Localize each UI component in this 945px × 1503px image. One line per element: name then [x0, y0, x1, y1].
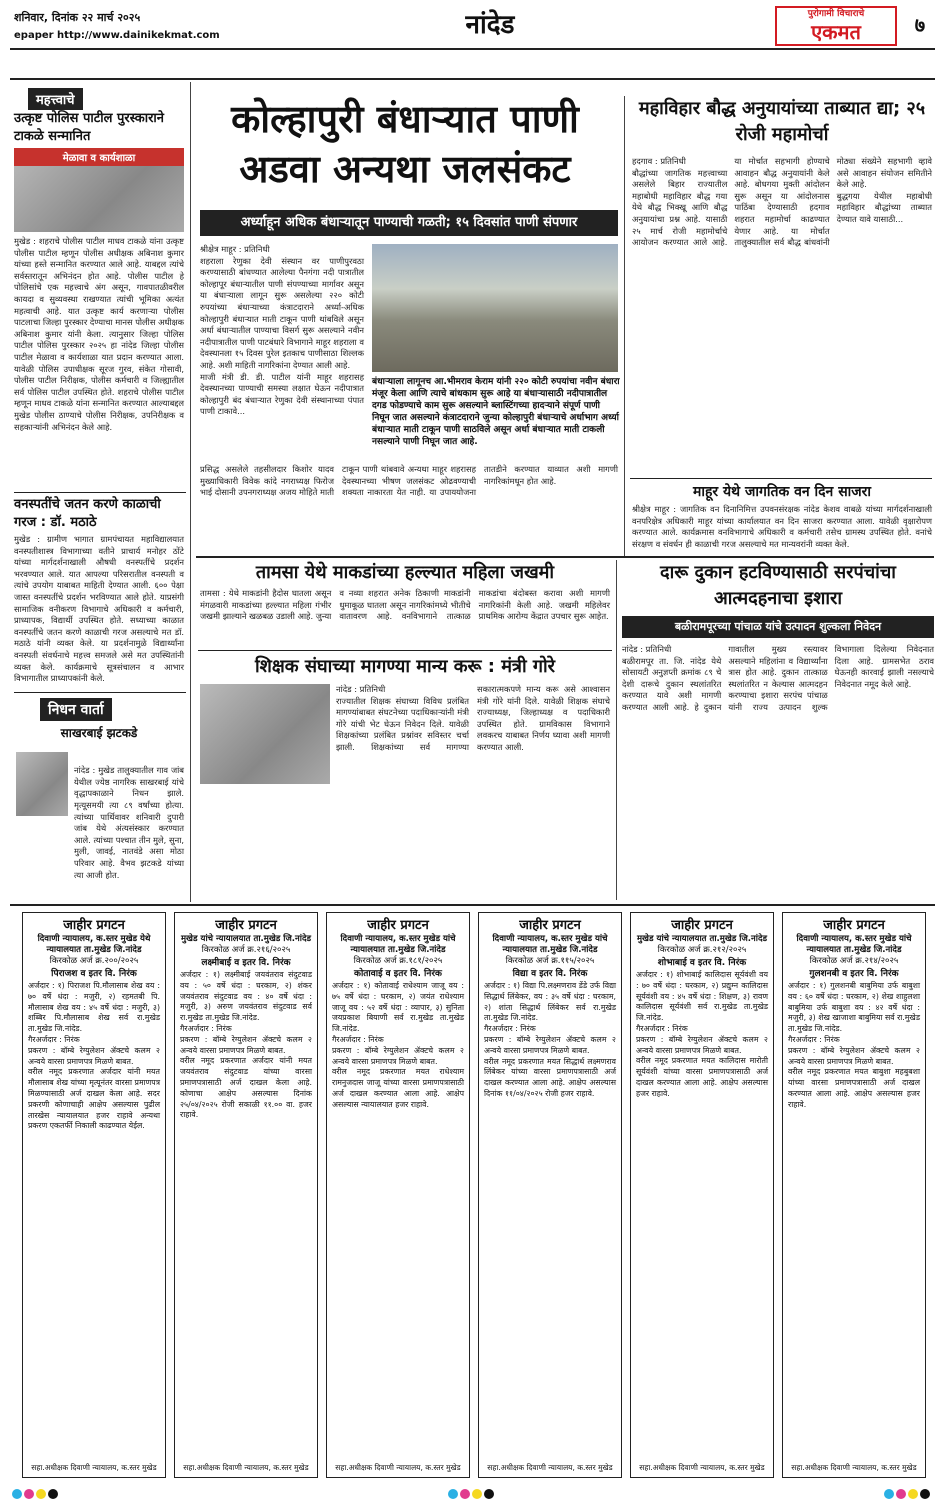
notice-title: जाहीर प्रगटन — [367, 918, 429, 933]
divider — [198, 650, 612, 651]
registration-mark-mid — [448, 1484, 496, 1496]
brand-tagline: पुरोगामी विचाराचे — [807, 9, 865, 19]
story1-photo — [14, 148, 184, 232]
notice-petitioner: लक्ष्मीबाई व इतर वि. निरंक — [201, 958, 291, 968]
page-number: ७ — [914, 13, 926, 37]
story-mahur-headline: माहूर येथे जागतिक वन दिन साजरा — [692, 484, 872, 500]
notice-case-number: किरकोळ अर्ज क्र.२१२/२०२५ — [657, 945, 747, 955]
notice-case-number: किरकोळ अर्ज क्र.२१४/२०२५ — [809, 956, 899, 966]
epaper-link[interactable]: epaper http://www.dainikekmat.com — [14, 30, 220, 41]
lead-subhead: अर्ध्याहून अधिक बंधाऱ्यातून पाण्याची गळती; १५ दिवसांत पाणी संपणार — [200, 210, 618, 236]
notice-body: अर्जदार : १) शोभाबाई कालिदास सूर्यवंशी वय : ७० वर्षे धंदा : घरकाम, २) प्रद्युम्न कालिदास सूर्यवंशी वय : ४५ वर्षे धंदा : शिक्षण, ३) रावण कालिदास सूर्यवंशी सर्व रा.मुखेड ता.मुखेड जि.नांदेड. गैरअर्जदार : निरंक प्रकरण : बॉम्बे रेग्युलेशन ॲक्टचे कलम २ अन्वये वारसा प्रमाणपत्र मिळणे बाबत. वरील नमूद प्रकरणात मयत कालिदास मारोती सूर्यवंशी यांच्या वारसा प्रमाणपत्रासाठी अर्ज दाखल करण्यात आला आहे. आक्षेप असल्यास हजर राहावे. — [636, 970, 768, 1098]
divider — [630, 478, 932, 479]
story2-body: मुखेड : ग्रामीण भागात ग्रामपंचायत महाविद्यालयात वनस्पतीशास्त्र विभागाच्या वतीने प्राचार्य मनोहर ठोंटे यांच्या मार्गदर्शनाखाली औषधी वनस्पतींचे प्रदर्शन भरवण्यात आले. यात आपल्या परिसरातील वनस्पती व त्यांचे उपयोग याबाबत माहिती देण्यात आली. ६०० पेक्षा जास्त वनस्पतींचे प्रदर्शन भरविण्यात आले होते. याप्रसंगी सामाजिक वनीकरण विभागाचे अधिकारी व कर्मचारी, प्राध्यापक, विद्यार्थी उपस्थित होते. सध्याच्या काळात वनस्पतींचे जतन करणे काळाची गरज असल्याचे मत डॉ. मठाठे यांनी व्यक्त केले. या प्रदर्शनामुळे विद्यार्थ्यांना वनस्पती संवर्धनाचे महत्त्व समजले असे मत उपस्थितांनी व्यक्त केले. कार्यक्रमाचे सूत्रसंचालन व आभार विभागातील प्राध्यापकांनी केले. — [14, 534, 187, 684]
obituary-tag: निधन वार्ता — [40, 698, 112, 721]
notice-petitioner: शोभाबाई व इतर वि. निरंक — [657, 958, 747, 968]
lead-headline: कोल्हापुरी बंधाऱ्यात पाणी अडवा अन्यथा जलसंकट — [231, 97, 579, 191]
notice-body: अर्जदार : १) कोतावाई राधेश्याम जाजू वय : ७५ वर्षे धंदा : घरकाम, २) जयंत राधेश्याम जाजू वय : ५२ वर्षे धंदा : व्यापार, ३) सुनिता जयप्रकाश बियाणी सर्व रा.मुखेड ता.मुखेड जि.नांदेड. गैरअर्जदार : निरंक प्रकरण : बॉम्बे रेग्युलेशन ॲक्टचे कलम २ अन्वये वारसा प्रमाणपत्र मिळणे बाबत. वरील नमूद प्रकरणात मयत राधेश्याम रामनुजदास जाजू यांच्या वारसा प्रमाणपत्रासाठी अर्ज दाखल करण्यात आला आहे. आक्षेप असल्यास न्यायालयात हजर राहावे. — [332, 981, 464, 1109]
column-divider — [616, 560, 617, 900]
legal-notice — [630, 912, 774, 1478]
notice-court: दिवाणी न्यायालय, क.स्तर मुखेड येथे न्यायालयात ता.मुखेड जि.नांदेड — [37, 934, 151, 955]
story-liquor-body: नांदेड : प्रतिनिधी बळीरामपूर ता. जि. नांदेड येथे सोसायटी अनुज्ञप्ती क्रमांक ८९ चे देशी दारूचे दुकान स्थलांतरित करण्यात यावे अशी मागणी करण्यात आली आहे. हे दुकान गावातील मुख्य रस्त्यावर असल्याने महिलांना व विद्यार्थ्यांना त्रास होत आहे. दुकान तात्काळ स्थलांतरित न केल्यास आत्मदहन करण्याचा इशारा सरपंच पांचाळ यांनी राज्य उत्पादन शुल्क विभागाला दिलेल्या निवेदनात दिला आहे. ग्रामसभेत ठराव घेऊनही कारवाई झाली नसल्याचे निवेदनात नमूद केले आहे. — [622, 644, 934, 712]
notice-court: मुखेड यांचे न्यायालयात ता.मुखेड जि.नांदेड — [180, 934, 312, 944]
masthead-rule-2 — [10, 78, 935, 80]
notice-court: दिवाणी न्यायालय, क.स्तर मुखेड यांचे न्यायालयात ता.मुखेड जि.नांदेड — [796, 934, 912, 955]
brand-logo — [775, 6, 897, 46]
story-liquor-subhead: बळीरामपूरच्या पांचाळ यांचे उत्पादन शुल्कला निवेदन — [622, 616, 934, 638]
notice-signature: सहा.अधीक्षक दिवाणी न्यायालय, क.स्तर मुखेड — [335, 1463, 461, 1472]
legal-notice — [478, 912, 622, 1478]
notice-title: जाहीर प्रगटन — [63, 918, 125, 933]
notice-signature: सहा.अधीक्षक दिवाणी न्यायालय, क.स्तर मुखेड — [639, 1463, 765, 1472]
story-teachers-body: नांदेड : प्रतिनिधी राज्यातील शिक्षक संघाच्या विविध प्रलंबित मागण्यांबाबत संघटनेच्या पदाधिकाऱ्यांनी मंत्री गोरे यांची भेट घेऊन निवेदन दिले. यावेळी शिक्षकांच्या प्रलंबित प्रश्नांवर सविस्तर चर्चा झाली. शिक्षकांच्या सर्व मागण्या सकारात्मकपणे मान्य करू असे आश्वासन मंत्री गोरे यांनी दिले. यावेळी शिक्षक संघाचे राज्याध्यक्ष, जिल्हाध्यक्ष व पदाधिकारी उपस्थित होते. ग्रामविकास विभागाने लवकरच याबाबत निर्णय घ्यावा अशी मागणी करण्यात आली. — [336, 684, 610, 752]
notice-petitioner: विद्या व इतर वि. निरंक — [512, 969, 588, 979]
header-date: शनिवार, दिनांक २२ मार्च २०२५ — [14, 11, 141, 24]
notice-signature: सहा.अधीक्षक दिवाणी न्यायालय, क.स्तर मुखेड — [183, 1463, 309, 1472]
notice-case-number: किरकोळ अर्ज क्र.११५/२०२५ — [505, 956, 595, 966]
notice-body: अर्जदार : १) विद्या पि.लक्ष्मणराव डेंडे उर्फ विद्या सिद्धार्थ लिंबेकर, वय : ३५ वर्षे धंदा : घरकाम, २) शांता सिद्धार्थ लिंबेकर सर्व रा.मुखेड ता.मुखेड जि.नांदेड. गैरअर्जदार : निरंक प्रकरण : बॉम्बे रेग्युलेशन ॲक्टचे कलम २ अन्वये वारसा प्रमाणपत्र मिळणे बाबत. वरील नमूद प्रकरणात मयत सिद्धार्थ लक्ष्मणराव लिंबेकर यांच्या वारसा प्रमाणपत्रासाठी अर्ज दाखल करण्यात आला आहे. आक्षेप असल्यास दिनांक ११/०४/२०२५ रोजी हजर राहावे. — [484, 981, 616, 1098]
notice-petitioner: गुलशनबी व इतर वि. निरंक — [809, 969, 899, 979]
page-title: नांदेड — [465, 10, 515, 40]
notice-case-number: किरकोळ अर्ज क्र.१८१/२०२५ — [353, 956, 443, 966]
story-right-headline: महाविहार बौद्ध अनुयायांच्या ताब्यात द्या; २५ रोजी महामोर्चा — [638, 98, 926, 145]
masthead-rule — [10, 48, 935, 50]
lead-photo-caption: बंधाऱ्याला लागूनच आ.भीमराव केराम यांनी २२० कोटी रुपयांचा नवीन बंधारा मंजूर केला आणि त्याचे बांधकाम सुरू आहे या बंधाऱ्यासाठी नदीपात्रातील दगड फोडण्याचे काम सुरू असल्याने ब्लास्टिंगच्या हादऱ्याने संपूर्ण पाणी निघून जात असल्याने कंत्राटदाराने जुन्या कोल्हापुरी बंधाऱ्याचे अर्धाभाग अर्ध्या बंधाऱ्यात माती टाकून पाणी साठविले असून अर्धा बंधाऱ्यात माती टाकली नसल्याने पाणी निघून जात आहे. — [372, 377, 620, 447]
notice-signature: सहा.अधीक्षक दिवाणी न्यायालय, क.स्तर मुखेड — [31, 1463, 157, 1472]
notice-title: जाहीर प्रगटन — [823, 918, 885, 933]
story-tamsa-headline: तामसा येथे माकडांच्या हल्ल्यात महिला जखमी — [255, 562, 555, 583]
lead-body-bottom: प्रसिद्ध असलेले तहसीलदार किशोर यादव मुख्याधिकारी विवेक कांदे नगराध्यक्ष फिरोज भाई दोसानी उपनगराध्यक्ष अजय मोहिते माती टाकून पाणी थांबवावे अन्यथा माहूर शहरासह देवस्थानच्या भीषण जलसंकट ओढवण्याची शक्यता नाकारता येत नाही. या उपाययोजना तातडीने करण्यात याव्यात अशी मागणी नागरिकांमधून होत आहे. — [200, 464, 621, 498]
notice-body: अर्जदार : १) गुलशनबी बाबुमिया उर्फ बाबुशा वय : ६० वर्षे धंदा : घरकाम, २) शेख शाहुलशा बाबुमिया उर्फ बाबुशा वय : ४२ वर्षे धंदा : मजुरी, ३) शेख खाजाशा बाबुमिया सर्व रा.मुखेड ता.मुखेड जि.नांदेड. गैरअर्जदार : निरंक प्रकरण : बॉम्बे रेग्युलेशन ॲक्टचे कलम २ अन्वये वारसा प्रमाणपत्र मिळणे बाबत. वरील नमूद प्रकरणात मयत बाबुशा महबुबशा यांच्या वारसा प्रमाणपत्रासाठी अर्ज दाखल करण्यात आला आहे. आक्षेप असल्यास हजर राहावे. — [788, 981, 920, 1109]
notice-signature: सहा.अधीक्षक दिवाणी न्यायालय, क.स्तर मुखेड — [791, 1463, 917, 1472]
lead-photo — [372, 244, 618, 372]
divider — [14, 492, 186, 493]
notice-title: जाहीर प्रगटन — [519, 918, 581, 933]
notice-title: जाहीर प्रगटन — [671, 918, 733, 933]
notice-title: जाहीर प्रगटन — [215, 918, 277, 933]
obituary-name: साखरबाई झटकडे — [60, 726, 138, 740]
notice-signature: सहा.अधीक्षक दिवाणी न्यायालय, क.स्तर मुखेड — [487, 1463, 613, 1472]
story-mahur-body: श्रीक्षेत्र माहूर : जागतिक वन दिनानिमित्त उपवनसंरक्षक नांदेड केशव वाबळे यांच्या मार्गदर्शनाखाली वनपरिक्षेत्र अधिकारी माहूर यांच्या कार्यालयात वन दिन साजरा करण्यात आला. यावेळी वृक्षारोपण करण्यात आले. कार्यक्रमास वनविभागाचे अधिकारी व कर्मचारी तसेच ग्रामस्थ उपस्थित होते. वनांचे संरक्षण व संवर्धन ही काळाची गरज असल्याचे मत मान्यवरांनी व्यक्त केले. — [632, 504, 935, 549]
column-divider — [190, 82, 191, 902]
story1-body: मुखेड : शहराचे पोलीस पाटील माधव टाकळे यांना उत्कृष्ट पोलीस पाटील म्हणून पोलीस अधीक्षक अबिनाश कुमार यांच्या हस्ते सन्मानित करण्यात आले आहे. याबद्दल त्यांचे सर्वस्तरातून अभिनंदन होत आहे. पोलीस पाटील हे पोलिसांचे एक महत्त्वाचे अंग असून, गावपातळीवरील कायदा व सुव्यवस्था राखण्यात त्यांची भूमिका अत्यंत महत्वाची आहे. यात उत्कृष्ट कार्य करणाऱ्या पोलीस पाटलाचा जिल्हा पुरस्कार देण्याचा मानस पोलीस अधीक्षक अबिनाश कुमार यांनी केला. त्यानुसार जिल्हा पोलिस पाटील पोलिस पुरस्कार २०२५ हा नांदेड जिल्हा पोलीस पाटील मेळावा व कार्यशाळा यात प्रदान करण्यात आला. यावेळी पोलिस उपाधीक्षक सूरज गुरव, संकेत गोसावी, पोलीस पाटील निरीक्षक, पोलीस कर्मचारी व जिल्ह्यातील सर्व पोलिस पाटील उपस्थित होते. शहराचे पोलीस पाटील म्हणून माधव टाकळे यांना सन्मानित करण्यात आल्याबद्दल मुखेड पोलीस ठाण्याचे पोलीस निरीक्षक, उपनिरीक्षक व सहकाऱ्यांनी अभिनंदन केले आहे. — [14, 236, 187, 432]
registration-mark-cyan — [12, 1484, 60, 1496]
legal-notice — [782, 912, 926, 1478]
print-registration-marks — [12, 1484, 932, 1496]
registration-mark-right — [884, 1484, 932, 1496]
photo-banner: मेळावा व कार्यशाळा — [14, 148, 184, 166]
notice-body: अर्जदार : १) लक्ष्मीबाई जयवंतराव संदुटवाड वय : ५० वर्षे धंदा : घरकाम, २) शंकर जयवंतराव संदुटवाड वय : ४० वर्षे धंदा : मजुरी, ३) अरुण जयवंतराव संदुटवाड सर्व रा.मुखेड ता.मुखेड जि.नांदेड. गैरअर्जदार : निरंक प्रकरण : बॉम्बे रेग्युलेशन ॲक्टचे कलम २ अन्वये वारसा प्रमाणपत्र मिळणे बाबत. वरील नमूद प्रकरणात अर्जदार यांनी मयत जयवंतराव संदुटवाड यांच्या वारसा प्रमाणपत्रासाठी अर्ज दाखल केला आहे. कोणाचा आक्षेप असल्यास दिनांक २५/०४/२०२५ रोजी सकाळी ११.०० वा. हजर राहावे. — [180, 970, 312, 1120]
section-rule — [196, 556, 934, 558]
notice-case-number: किरकोळ अर्ज क्र.२००/२०२५ — [49, 956, 139, 966]
notice-court: दिवाणी न्यायालय, क.स्तर मुखेड यांचे न्यायालयात ता.मुखेड जि.नांदेड — [492, 934, 608, 955]
brand-name: एकमत — [811, 20, 861, 44]
story-tamsa-body: तामसा : येथे माकडांनी हैदोस घातला असून मंगळवारी माकडांच्या हल्ल्यात महिला गंभीर जखमी झाल्याने खळबळ उडाली आहे. जुन्या व नव्या शहरात अनेक ठिकाणी माकडांनी धुमाकूळ घातला असून नागरिकांमध्ये भीतीचे वातावरण आहे. वनविभागाने तात्काळ माकडांचा बंदोबस्त करावा अशी मागणी नागरिकांनी केली आहे. जखमी महिलेवर प्राथमिक आरोग्य केंद्रात उपचार सुरू आहेत. — [200, 588, 613, 622]
story-liquor-headline: दारू दुकान हटविण्यासाठी सरपंचांचा आत्मदहनाचा इशारा — [660, 562, 896, 609]
obituary-body — [14, 742, 187, 892]
story1-headline: उत्कृष्ट पोलिस पाटील पुरस्काराने टाकळे सन्मानित — [14, 111, 164, 144]
legal-notice — [22, 912, 166, 1478]
notice-court: दिवाणी न्यायालय, क.स्तर मुखेड यांचे न्यायालयात ता.मुखेड जि.नांदेड — [340, 934, 456, 955]
legal-notice — [326, 912, 470, 1478]
story-teachers-headline: शिक्षक संघाच्या मागण्या मान्य करू : मंत्री गोरे — [254, 656, 556, 677]
story-right-body: हदगाव : प्रतिनिधी बौद्धांच्या जागतिक महत्त्वाच्या असलेले बिहार राज्यातील महाबोधी महाविहार बौद्ध गया येथे बौद्ध भिक्खू आणि बौद्ध अनुयायांचा प्रश्न आहे. यासाठी २५ मार्च रोजी महामोर्चाचे आयोजन करण्यात आले आहे. या मोर्चात सहभागी होण्याचे आवाहन बौद्ध अनुयायांनी केले आहे. बोधगया मुक्ती आंदोलन सुरू असून या आंदोलनास पाठिंबा देण्यासाठी हदगाव शहरात महामोर्चा काढण्यात येणार आहे. या मोर्चात तालुक्यातील सर्व बौद्ध बांधवांनी मोठ्या संख्येने सहभागी व्हावे असे आवाहन संयोजन समितीने केले आहे. बुद्धगया येथील महाबोधी महाविहार बौद्धांच्या ताब्यात देण्यात यावे यासाठी... — [632, 156, 932, 248]
obituary-text: नांदेड : मुखेड तालुक्यातील गाव जांब येथील ज्येष्ठ नागरिक साखरबाई यांचे वृद्धापकाळाने निधन झाले. मृत्यूसमयी त्या ८९ वर्षांच्या होत्या. त्यांच्या पार्थिवावर शनिवारी दुपारी जांब येथे अंत्यसंस्कार करण्यात आले. त्यांच्या पश्चात तीन मुले, सुना, मुली, जावई, नातवंडे असा मोठा परिवार आहे. वैभव झटकडे यांच्या त्या आजी होत. — [74, 765, 187, 880]
notice-court: मुखेड यांचे न्यायालयात ता.मुखेड जि.नांदेड — [636, 934, 768, 944]
column-divider — [624, 96, 625, 556]
legal-notice — [174, 912, 318, 1478]
notice-case-number: किरकोळ अर्ज क्र.२१६/२०२५ — [201, 945, 291, 955]
notice-petitioner: पिराजश व इतर वि. निरंक — [51, 969, 137, 979]
notice-body: अर्जदार : १) पिराजश पि.मौलासाब शेख वय : ७० वर्षे धंदा : मजुरी, २) रहमतबी पि. मौलासाब शेख वय : ४५ वर्षे धंदा : मजुरी, ३) शब्बिर पि.मौलासाब शेख सर्व रा.मुखेड ता.मुखेड जि.नांदेड. गैरअर्जदार : निरंक प्रकरण : बॉम्बे रेग्युलेशन ॲक्टचे कलम २ अन्वये वारसा प्रमाणपत्र मिळणे बाबत. वरील नमूद प्रकरणात अर्जदार यांनी मयत मौलासाब शेख यांच्या मृत्यूनंतर वारसा प्रमाणपत्र मिळण्यासाठी अर्ज दाखल केला आहे. सदर प्रकरणी कोणाचाही आक्षेप असल्यास पुढील तारखेस न्यायालयात हजर राहावे अन्यथा प्रकरण एकतर्फी निकाली काढण्यात येईल. — [28, 981, 160, 1131]
lead-body-left: श्रीक्षेत्र माहूर : प्रतिनिधी शहराला रेणुका देवी संस्थान वर पाणीपुरवठा करण्यासाठी बांधण्यात आलेल्या पैनगंगा नदी पात्रातील कोल्हापूर बंधाऱ्यातील पाणी संपण्याच्या मार्गावर असून या बंधाऱ्याला लागून सुरू असलेल्या २२० कोटी रुपयांच्या बंधाऱ्याच्या कंत्राटदाराने अर्ध्या-अधिक कोल्हापुरी बंधाऱ्यात माती टाकून पाणी थांबविले असून अर्धा बंधाऱ्यातील पाण्याचा विसर्ग सुरू असल्याने नवीन नदीपात्रातील पाणी पाटबंधारे विभागाने माहूर शहराला व देवस्थानला १५ दिवस पुरेल इतकाच पाणीसाठा शिल्लक आहे. अशी माहिती नागरिकांना देण्यात आली आहे. माजी मंत्री डी. डी. पाटील यांनी माहूर शहरासह देवस्थानच्या पाण्याची समस्या लक्षात घेऊन नदीपात्रात कोल्हापुरी बंद बंधाऱ्यात रेणुका देवी संस्थानाच्या पंपात पाणी टाकावे... — [200, 244, 364, 417]
divider — [14, 692, 186, 693]
section-tag: महत्त्वाचे — [28, 88, 83, 110]
story2-headline: वनस्पतींचे जतन करणे काळाची गरज : डॉ. मठाठे — [14, 497, 161, 530]
notice-petitioner: कोतावाई व इतर वि. निरंक — [354, 969, 442, 979]
story-teachers-photo — [200, 684, 330, 784]
ads-rule — [10, 904, 935, 906]
